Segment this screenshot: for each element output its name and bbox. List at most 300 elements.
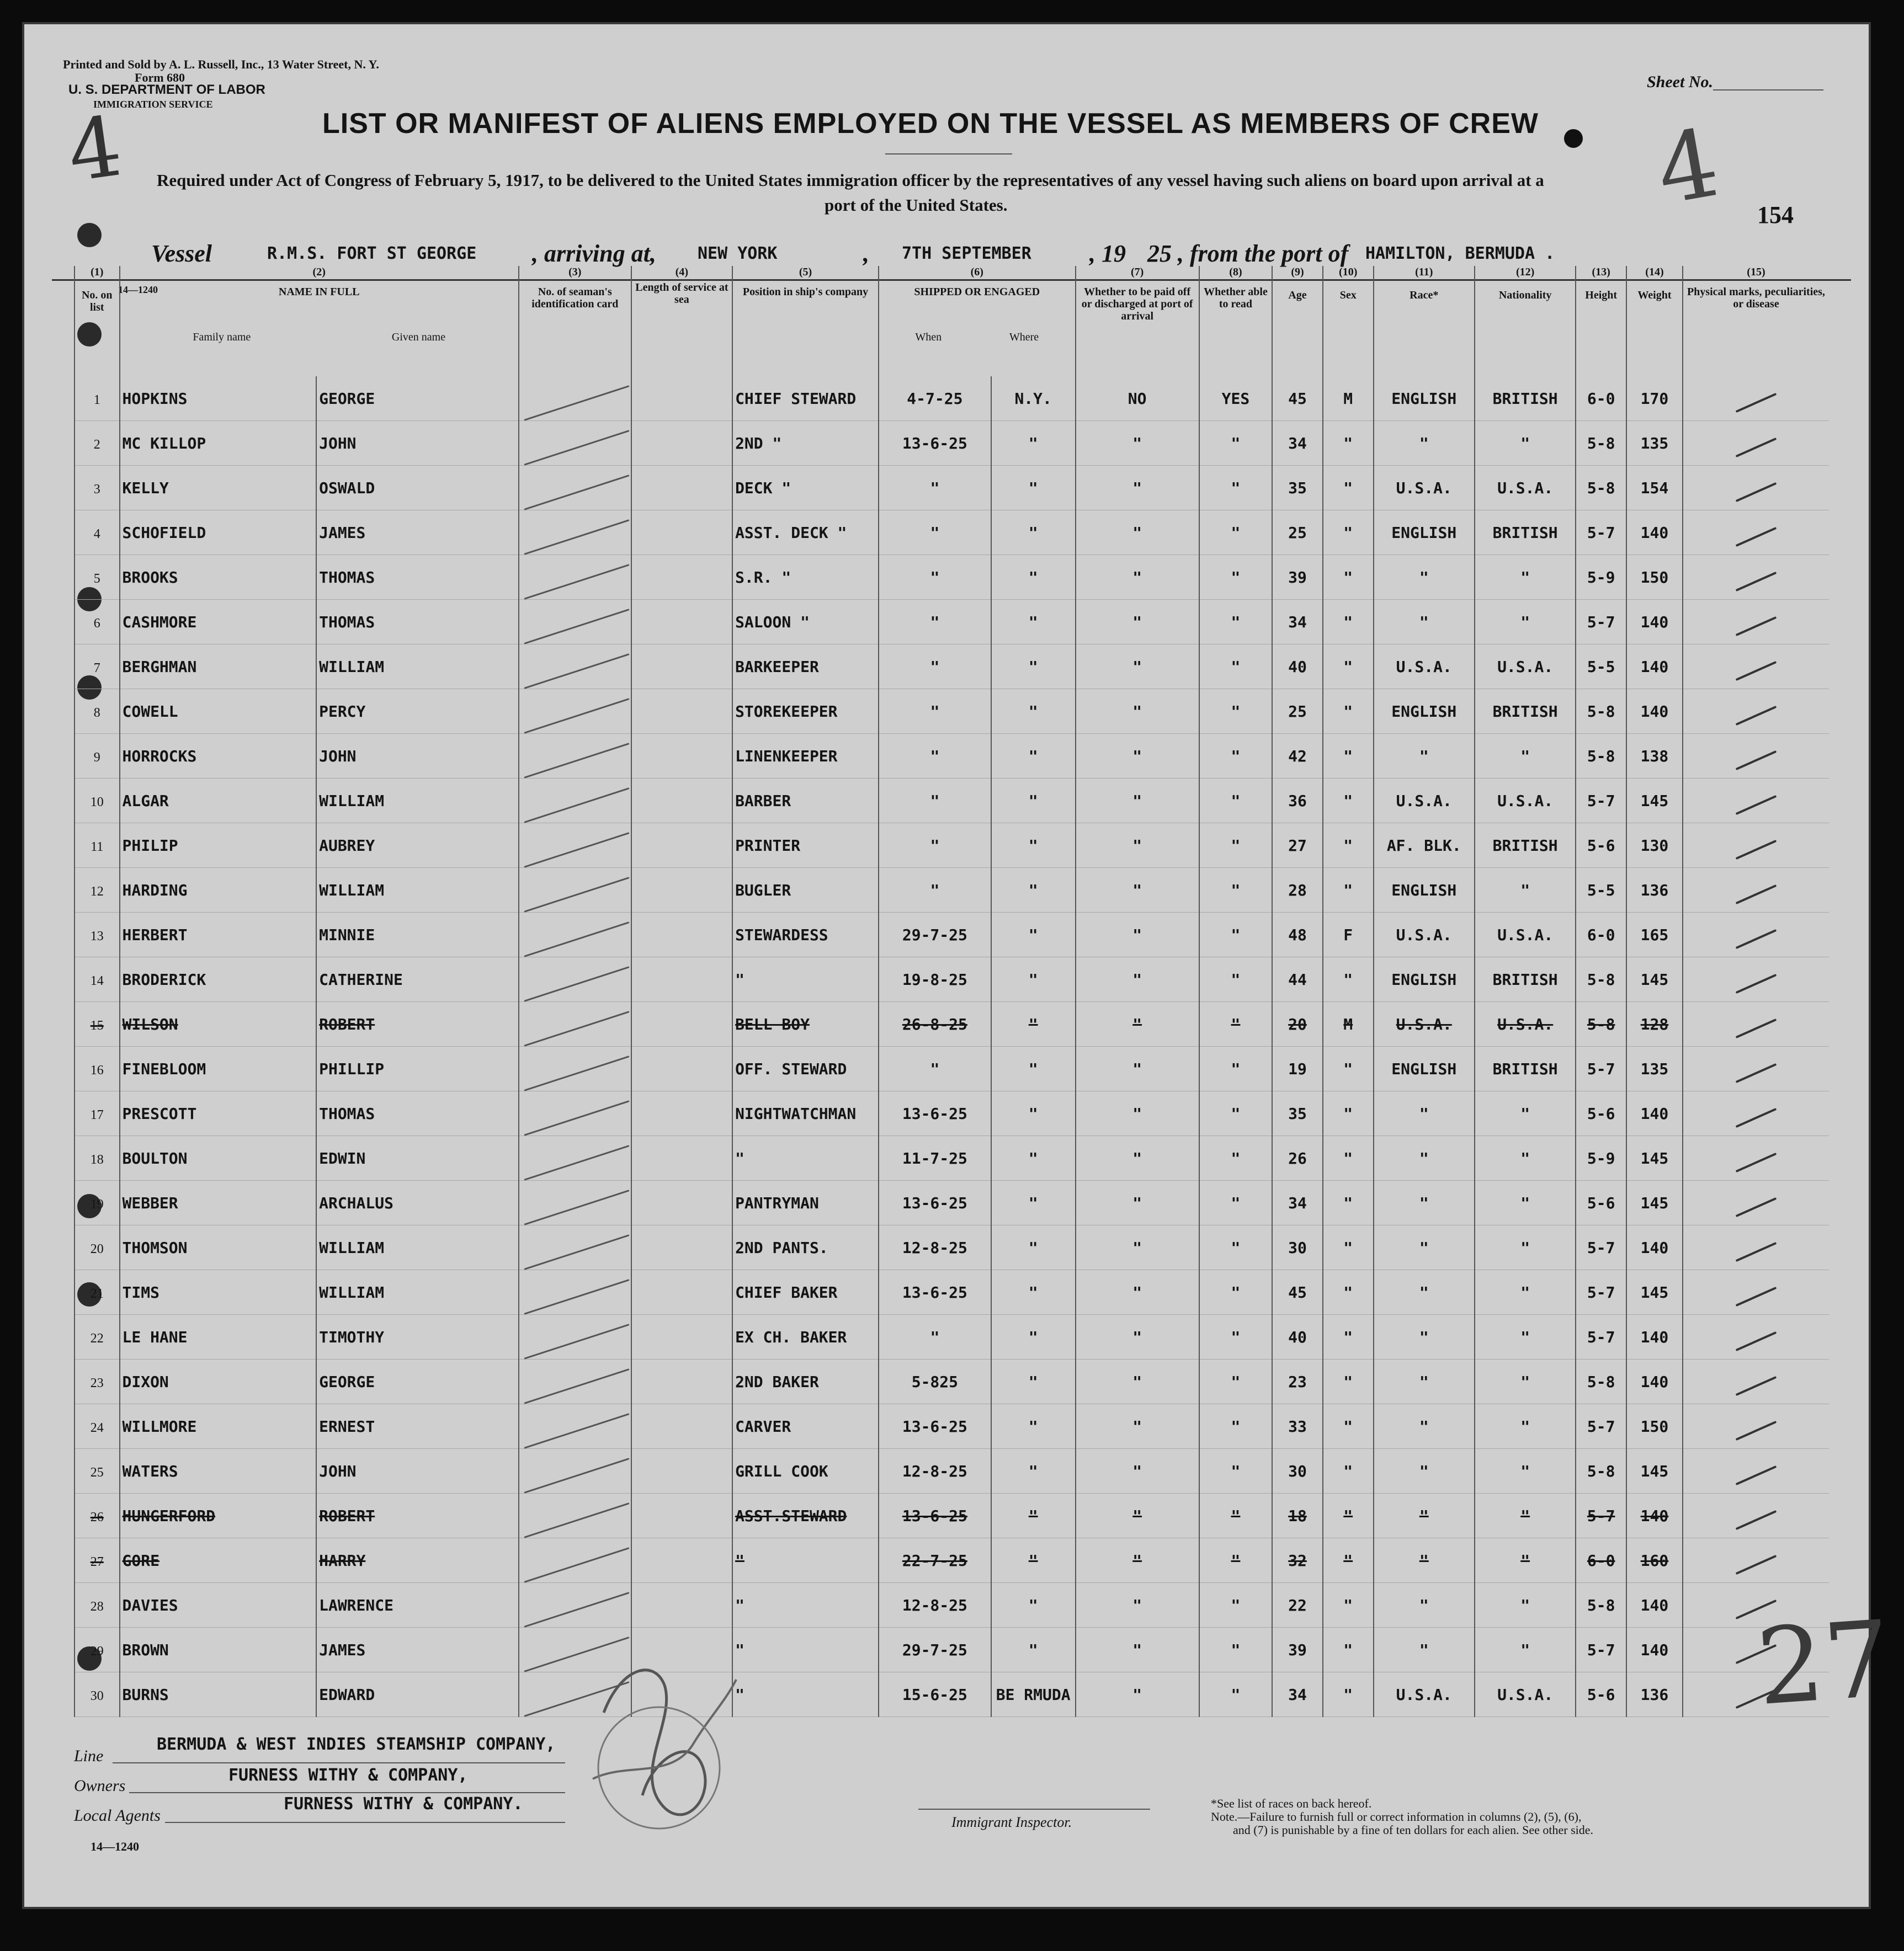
age-cell [1272,1091,1323,1136]
from-port: HAMILTON, BERMUDA . [1365,244,1555,263]
sex-cell [1323,376,1374,421]
position-text: LINENKEEPER [735,747,838,765]
able-read-cell [1199,1315,1272,1360]
age-cell [1272,689,1323,734]
shipped-when-cell [879,1494,991,1538]
shipped-when-cell [879,1360,991,1404]
given-name-cell [316,1360,519,1404]
nationality-text: " [1520,1104,1530,1123]
row-number: 17 [90,1107,104,1122]
seaman-id-cell [519,644,631,689]
position-text: EX CH. BAKER [735,1328,847,1346]
shipped-when-cell [879,1091,991,1136]
given-name-cell [316,1494,519,1538]
family-name-cell [120,376,317,421]
given-name-text: ERNEST [319,1417,375,1436]
shipped-when-cell [879,1270,991,1315]
table-row [75,1047,1829,1091]
age-text: 32 [1288,1551,1307,1570]
given-name-text: JOHN [319,747,357,765]
paid-off-text: " [1132,478,1142,497]
length-service-cell [631,510,732,555]
sheet-no-label: Sheet No. [1647,73,1713,91]
shipped-when-cell [879,1672,991,1717]
physical-marks-cell [1683,823,1829,868]
paid-off-cell [1076,1360,1199,1404]
physical-marks-cell [1683,1538,1829,1583]
height-cell [1576,1628,1626,1672]
shipped-when-cell [879,1047,991,1091]
height-text: 5-7 [1587,1059,1615,1078]
height-cell [1576,644,1626,689]
able-read-text: " [1231,970,1241,989]
physical-marks-cell [1683,913,1829,957]
family-name-text: KELLY [122,478,169,497]
position-cell [732,555,879,600]
paid-off-cell [1076,376,1199,421]
shipped-when-text: " [930,612,940,631]
able-read-text: " [1231,836,1241,855]
height-text: 5-7 [1587,1417,1615,1436]
able-read-cell [1199,689,1272,734]
paid-off-cell [1076,1181,1199,1225]
age-cell [1272,1002,1323,1047]
paid-off-cell [1076,510,1199,555]
check-mark-icon [1736,1554,1777,1574]
shipped-when-text: 13-6-25 [902,1283,967,1302]
given-name-text: ARCHALUS [319,1193,393,1212]
weight-text: 140 [1640,523,1669,542]
family-name-text: COWELL [122,702,178,721]
note-line-1: Note.—Failure to furnish full or correct information in columns (2), (5), (6), [1211,1810,1582,1824]
height-cell [1576,1538,1626,1583]
paid-off-cell [1076,1047,1199,1091]
col-sex: (10) Sex [1323,266,1374,376]
shipped-where-cell [991,1583,1076,1628]
position-text: BARBER [735,791,791,810]
race-text: " [1419,568,1429,587]
weight-cell [1626,1225,1683,1270]
position-text: S.R. " [735,568,791,587]
row-number: 24 [90,1420,104,1435]
nationality-text: " [1520,1193,1530,1212]
age-text: 26 [1288,1149,1307,1168]
pencil-stroke [524,877,629,913]
given-name-text: JOHN [319,1462,357,1480]
sex-cell [1323,868,1374,913]
nationality-cell [1475,600,1576,644]
height-text: 5-7 [1587,1283,1615,1302]
row-number [75,376,120,421]
nationality-cell [1475,734,1576,779]
age-cell [1272,376,1323,421]
sex-text: " [1343,1685,1353,1704]
position-cell [732,1628,879,1672]
weight-cell [1626,1404,1683,1449]
length-service-cell [631,376,732,421]
age-text: 45 [1288,389,1307,408]
able-read-text: " [1231,881,1241,899]
age-text: 39 [1288,1640,1307,1659]
line-value: BERMUDA & WEST INDIES STEAMSHIP COMPANY, [157,1735,556,1754]
family-name-text: TIMS [122,1283,159,1302]
sex-text: " [1343,568,1353,587]
weight-cell [1626,1091,1683,1136]
weight-text: 150 [1640,568,1669,587]
shipped-where-cell [991,1672,1076,1717]
page-number: 154 [1757,201,1794,228]
paid-off-cell [1076,1404,1199,1449]
col-paid-off: (7) Whether to be paid off or discharged at port of arrival [1076,266,1199,376]
nationality-text: " [1520,612,1530,631]
height-text: 5-6 [1587,836,1615,855]
given-name-text: PHILLIP [319,1059,385,1078]
sex-cell [1323,510,1374,555]
paid-off-text: " [1132,925,1142,944]
check-mark-icon [1736,616,1777,636]
race-cell [1374,913,1475,957]
height-text: 6-0 [1587,1551,1615,1570]
ink-blot [1564,129,1583,148]
shipped-when-text: 12-8-25 [902,1596,967,1614]
paid-off-cell [1076,421,1199,466]
sex-text: " [1343,970,1353,989]
seaman-id-cell [519,1270,631,1315]
shipped-where-cell [991,510,1076,555]
age-cell [1272,1672,1323,1717]
position-cell [732,1404,879,1449]
given-name-cell [316,555,519,600]
family-name-cell [120,689,317,734]
physical-marks-cell [1683,1002,1829,1047]
table-row [75,600,1829,644]
family-name-text: WATERS [122,1462,178,1480]
able-read-text: " [1231,1417,1241,1436]
shipped-where-text: " [1028,1640,1038,1659]
given-name-cell [316,1047,519,1091]
race-text: " [1419,1506,1429,1525]
paid-off-text: " [1132,970,1142,989]
position-text: 2ND BAKER [735,1372,819,1391]
shipped-when-cell [879,421,991,466]
family-name-cell [120,1583,317,1628]
family-name-text: GORE [122,1551,159,1570]
height-text: 5-5 [1587,881,1615,899]
age-text: 44 [1288,970,1307,989]
given-name-text: PERCY [319,702,366,721]
length-service-cell [631,466,732,510]
family-name-text: CASHMORE [122,612,197,631]
sheet-no-line [1713,89,1823,90]
race-text: " [1419,1596,1429,1614]
weight-cell [1626,376,1683,421]
length-service-cell [631,1002,732,1047]
age-cell [1272,1270,1323,1315]
sex-cell [1323,644,1374,689]
physical-marks-cell [1683,555,1829,600]
shipped-when-text: 19-8-25 [902,970,967,989]
height-cell [1576,1315,1626,1360]
handwritten-total: 27 [1753,1597,1895,1729]
given-name-cell [316,600,519,644]
agents-value: FURNESS WITHY & COMPANY. [284,1794,523,1814]
nationality-cell [1475,1583,1576,1628]
paid-off-cell [1076,644,1199,689]
shipped-where-text: " [1028,1417,1038,1436]
row-number [75,1091,120,1136]
sex-text: " [1343,1193,1353,1212]
age-cell [1272,1047,1323,1091]
able-read-cell [1199,868,1272,913]
check-mark-icon [1736,1510,1777,1529]
sex-cell [1323,1449,1374,1494]
nationality-cell [1475,1002,1576,1047]
shipped-when-text: 22-7-25 [902,1551,967,1570]
row-number: 14 [90,973,104,988]
seaman-id-cell [519,600,631,644]
height-cell [1576,1449,1626,1494]
weight-cell [1626,466,1683,510]
given-name-cell [316,1002,519,1047]
race-cell [1374,510,1475,555]
row-number: 11 [91,839,104,854]
length-service-cell [631,555,732,600]
able-read-cell [1199,913,1272,957]
col-weight: (14) Weight [1626,266,1683,376]
position-text: DECK " [735,478,791,497]
row-number [75,734,120,779]
able-read-text: " [1231,612,1241,631]
given-name-cell [316,957,519,1002]
position-cell [732,466,879,510]
shipped-when-text: 4-7-25 [907,389,963,408]
check-mark-icon [1736,1376,1777,1395]
weight-text: 145 [1640,970,1669,989]
shipped-where-text: " [1028,970,1038,989]
paid-off-cell [1076,1494,1199,1538]
weight-cell [1626,1538,1683,1583]
weight-text: 145 [1640,1462,1669,1480]
height-text: 5-7 [1587,791,1615,810]
length-service-cell [631,868,732,913]
race-text: " [1419,1193,1429,1212]
nationality-cell [1475,1360,1576,1404]
weight-cell [1626,1494,1683,1538]
paid-off-text: " [1132,1149,1142,1168]
age-text: 35 [1288,1104,1307,1123]
paid-off-text: " [1132,1551,1142,1570]
shipped-when-cell [879,913,991,957]
sex-text: M [1343,389,1353,408]
height-cell [1576,421,1626,466]
race-cell [1374,1181,1475,1225]
shipped-where-text: " [1028,568,1038,587]
pencil-stroke [524,1324,629,1360]
given-name-cell [316,1315,519,1360]
sex-text: M [1343,1015,1353,1033]
shipped-where-cell [991,779,1076,823]
arriving-label: , arriving at, [532,240,656,267]
race-cell [1374,1270,1475,1315]
height-cell [1576,779,1626,823]
age-text: 25 [1288,523,1307,542]
able-read-cell [1199,510,1272,555]
age-cell [1272,1628,1323,1672]
given-name-text: THOMAS [319,1104,375,1123]
weight-text: 140 [1640,657,1669,676]
race-text: ENGLISH [1391,970,1457,989]
height-text: 5-8 [1587,478,1615,497]
weight-text: 135 [1640,1059,1669,1078]
weight-text: 154 [1640,478,1669,497]
able-read-text: " [1231,1551,1241,1570]
weight-text: 165 [1640,925,1669,944]
paid-off-text: " [1132,1059,1142,1078]
length-service-cell [631,957,732,1002]
shipped-where-text: " [1028,1193,1038,1212]
nationality-text: " [1520,1283,1530,1302]
able-read-cell [1199,734,1272,779]
sex-cell [1323,600,1374,644]
department: U. S. DEPARTMENT OF LABOR [68,82,265,97]
shipped-where-text: " [1028,836,1038,855]
able-read-text: YES [1221,389,1250,408]
height-text: 5-8 [1587,1372,1615,1391]
race-cell [1374,957,1475,1002]
nationality-text: " [1520,1640,1530,1659]
shipped-where-cell [991,421,1076,466]
able-read-text: " [1231,1238,1241,1257]
check-mark-icon [1736,437,1777,457]
nationality-text: U.S.A. [1497,925,1554,944]
table-row [75,555,1829,600]
table-row [75,1225,1829,1270]
shipped-where-text: " [1028,1506,1038,1525]
physical-marks-cell [1683,1494,1829,1538]
family-name-cell [120,466,317,510]
length-service-cell [631,1449,732,1494]
height-cell [1576,1091,1626,1136]
length-service-cell [631,734,732,779]
family-name-text: WILLMORE [122,1417,197,1436]
sex-cell [1323,779,1374,823]
race-cell [1374,1225,1475,1270]
able-read-cell [1199,1404,1272,1449]
pencil-stroke [524,475,629,510]
age-cell [1272,1494,1323,1538]
sex-text: " [1343,523,1353,542]
race-text: " [1419,612,1429,631]
nationality-cell [1475,868,1576,913]
form-code-top: 14—1240 [118,284,158,295]
length-service-cell [631,1181,732,1225]
race-cell [1374,1404,1475,1449]
seaman-id-cell [519,868,631,913]
position-text: SALOON " [735,612,810,631]
position-text: " [735,970,744,989]
able-read-text: " [1231,1015,1241,1033]
position-cell [732,823,879,868]
paid-off-text: " [1132,1238,1142,1257]
able-read-text: " [1231,1596,1241,1614]
pencil-stroke [524,564,629,600]
position-cell [732,1181,879,1225]
position-text: BARKEEPER [735,657,819,676]
family-name-text: HARDING [122,881,188,899]
able-read-text: " [1231,1640,1241,1659]
shipped-when-cell [879,510,991,555]
race-text: " [1419,1551,1429,1570]
age-cell [1272,1538,1323,1583]
able-read-cell [1199,421,1272,466]
able-read-cell [1199,1494,1272,1538]
position-cell [732,913,879,957]
sex-cell [1323,1181,1374,1225]
shipped-when-text: 15-6-25 [902,1685,967,1704]
col-family-name: Family name [193,331,251,343]
height-text: 5-8 [1587,434,1615,452]
row-number [75,689,120,734]
table-row [75,1672,1829,1717]
nationality-cell [1475,823,1576,868]
position-text: BUGLER [735,881,791,899]
row-number: 28 [90,1599,104,1614]
position-cell [732,644,879,689]
table-row [75,1494,1829,1538]
race-text: " [1419,1238,1429,1257]
nationality-text: " [1520,1328,1530,1346]
paid-off-text: " [1132,1640,1142,1659]
seaman-id-cell [519,957,631,1002]
family-name-cell [120,913,317,957]
age-cell [1272,734,1323,779]
able-read-text: " [1231,1328,1241,1346]
able-read-cell [1199,1181,1272,1225]
sex-cell [1323,913,1374,957]
weight-text: 145 [1640,791,1669,810]
age-text: 22 [1288,1596,1307,1614]
seaman-id-cell [519,734,631,779]
age-text: 34 [1288,1193,1307,1212]
weight-text: 136 [1640,1685,1669,1704]
family-name-text: PRESCOTT [122,1104,197,1123]
shipped-where-cell [991,376,1076,421]
age-cell [1272,913,1323,957]
nationality-text: " [1520,1551,1530,1570]
family-name-cell [120,1225,317,1270]
age-cell [1272,1360,1323,1404]
pencil-stroke [524,1413,629,1449]
given-name-text: JAMES [319,523,366,542]
col-where: Where [1009,331,1039,343]
position-cell [732,421,879,466]
check-mark-icon [1736,1286,1777,1306]
row-number [75,644,120,689]
sex-text: " [1343,1328,1353,1346]
row-number: 13 [90,929,104,943]
family-name-text: DIXON [122,1372,169,1391]
able-read-cell [1199,376,1272,421]
height-cell [1576,1270,1626,1315]
sex-text: " [1343,1372,1353,1391]
age-cell [1272,1583,1323,1628]
position-cell [732,1315,879,1360]
check-mark-icon [1736,705,1777,725]
given-name-text: WILLIAM [319,1238,385,1257]
given-name-cell [316,510,519,555]
sex-cell [1323,1494,1374,1538]
given-name-cell [316,913,519,957]
